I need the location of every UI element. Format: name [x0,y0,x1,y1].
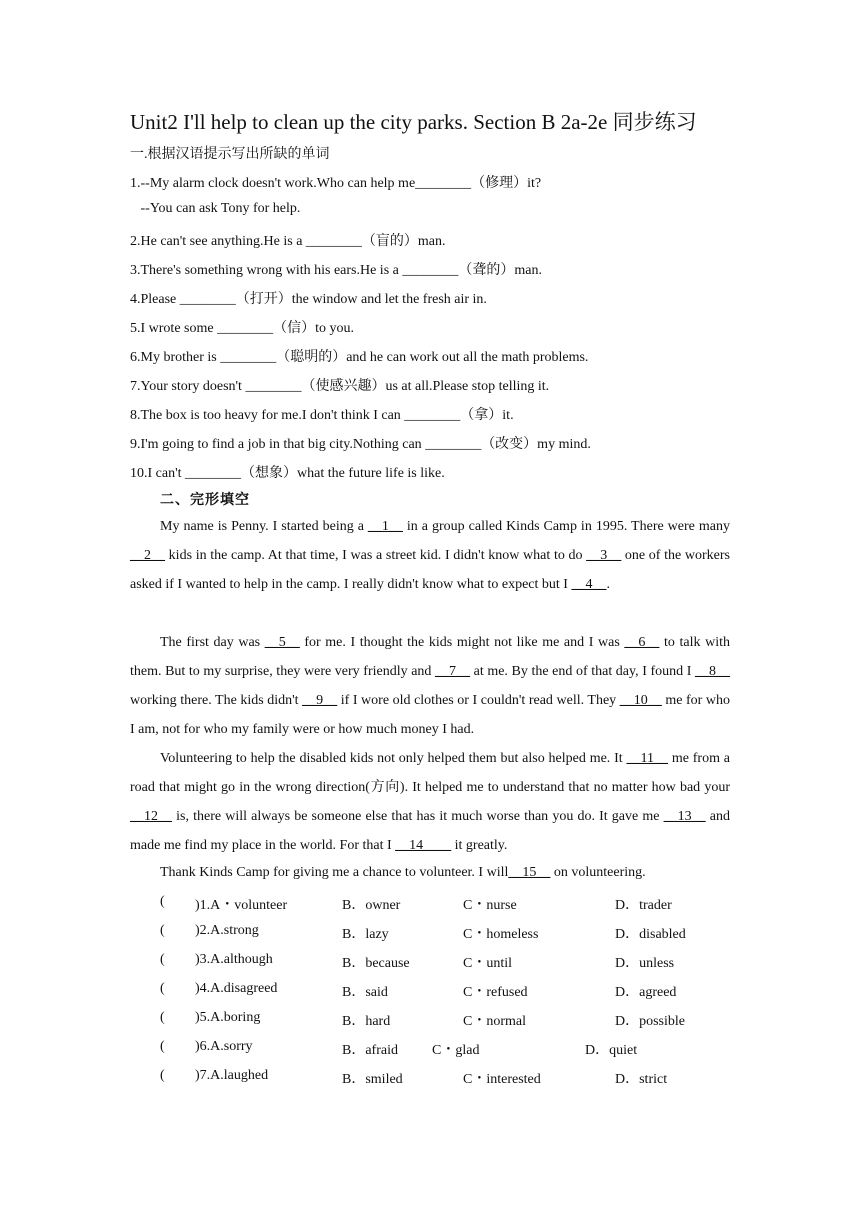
answer-blank[interactable]: ________ [404,408,461,423]
cloze-blank[interactable]: __2__ [130,548,165,563]
paragraph-text: to talk with them. But to my surprise, they were very friendly and [130,635,730,679]
item-text: 4.Please [130,292,180,307]
option-row [0,1010,860,1030]
option-c[interactable]: C・normal [463,1014,526,1029]
cloze-paragraph [130,628,730,744]
option-a[interactable]: )2.A.strong [195,923,259,938]
cloze-blank[interactable]: __9__ [302,693,338,708]
answer-paren[interactable]: ( [160,1068,165,1083]
cloze-blank[interactable]: __6__ [624,635,660,650]
answer-blank[interactable]: ________ [245,379,302,394]
option-d[interactable]: D．strict [615,1072,668,1087]
option-b[interactable]: B．said [342,985,388,1000]
item-hint: （改变）my mind. [481,437,591,452]
option-row [0,923,860,943]
section1-heading: 一.根据汉语提示写出所缺的单词 [130,147,330,162]
option-c[interactable]: C・until [463,956,513,971]
fill-in-item [130,317,354,337]
paragraph-text: The first day was [160,635,265,650]
option-row [0,894,860,914]
paragraph-text: me for who I am, not for who my family were or how much money I had. [130,693,730,737]
option-a[interactable]: )4.A.disagreed [195,981,278,996]
fill-in-item [130,375,549,395]
cloze-blank[interactable]: __15__ [508,865,551,880]
option-b[interactable]: B．because [342,956,410,971]
option-b[interactable]: B．hard [342,1014,391,1029]
item-hint: （拿）it. [460,408,514,423]
option-d[interactable]: D．unless [615,956,675,971]
cloze-paragraph [130,512,730,599]
option-row [0,981,860,1001]
item-text: 7.Your story doesn't [130,379,246,394]
answer-blank[interactable]: ________ [425,437,482,452]
option-a[interactable]: )3.A.although [195,952,273,967]
answer-paren[interactable]: ( [160,1010,165,1025]
paragraph-text: in a group called Kinds Camp in 1995. There were many [402,519,730,534]
item-hint: （盲的）man. [361,234,446,249]
paragraph-text: one of the workers asked if I wanted to help in the camp. I really didn't know what to expect but I [130,548,730,592]
fill-in-item [130,462,445,482]
item-text: 2.He can't see anything.He is a [130,234,306,249]
option-d[interactable]: D．agreed [615,985,677,1000]
item-hint: （使感兴趣）us at all.Please stop telling it. [301,379,550,394]
answer-paren[interactable]: ( [160,894,165,909]
answer-blank[interactable]: ________ [185,466,242,481]
paragraph-text: me from a road that might go in the wrong direction(方向). It helped me to understand that no matter how bad your [130,751,731,795]
paragraph-text: Volunteering to help the disabled kids not only helped them but also helped me. It [160,751,627,766]
answer-blank[interactable]: ________ [402,263,459,278]
option-b[interactable]: B．owner [342,898,401,913]
cloze-paragraph [130,858,730,887]
option-a[interactable]: )7.A.laughed [195,1068,269,1083]
item-text: 6.My brother is [130,350,221,365]
page-title: Unit2 I'll help to clean up the city parks. Section B 2a-2e 同步练习 [130,110,697,134]
fill-in-item [130,201,300,217]
fill-in-item [130,433,591,453]
option-c[interactable]: C・interested [463,1072,541,1087]
section2-heading: 二、完形填空 [160,492,250,508]
option-a[interactable]: )1.A・volunteer [195,898,288,913]
paragraph-text: for me. I thought the kids might not like me and I was [299,635,625,650]
item-text: 5.I wrote some [130,321,218,336]
cloze-blank[interactable]: __3__ [586,548,622,563]
paragraph-text: . [606,577,610,592]
paragraph-text: My name is Penny. I started being a [160,519,368,534]
option-d[interactable]: D．disabled [615,927,686,942]
paragraph-text: if I wore old clothes or I couldn't read well. They [337,693,620,708]
item-hint: （修理）it? [471,176,542,191]
answer-paren[interactable]: ( [160,952,165,967]
answer-blank[interactable]: ________ [220,350,277,365]
cloze-blank[interactable]: __13__ [663,809,706,824]
paragraph-text: and made me find my place in the world. For that I [130,809,730,853]
paragraph-text: working there. The kids didn't [130,693,303,708]
option-c[interactable]: C・refused [463,985,528,1000]
item-text: 3.There's something wrong with his ears.He is a [130,263,403,278]
item-text: 1.--My alarm clock doesn't work.Who can help me [130,176,416,191]
answer-paren[interactable]: ( [160,1039,165,1054]
item-hint: （打开）the window and let the fresh air in. [235,292,487,307]
cloze-blank[interactable]: __4__ [571,577,607,592]
option-a[interactable]: )6.A.sorry [195,1039,253,1054]
fill-in-item [130,346,588,366]
fill-in-item [130,230,446,250]
cloze-blank[interactable]: __7__ [435,664,471,679]
option-b[interactable]: B．afraid [342,1043,398,1058]
option-b[interactable]: B．smiled [342,1072,403,1087]
cloze-blank[interactable]: __10__ [619,693,662,708]
fill-in-item [130,172,541,192]
item-hint: （想象）what the future life is like. [241,466,445,481]
option-d[interactable]: D．quiet [585,1043,638,1058]
paragraph-text: it greatly. [451,838,508,853]
answer-blank[interactable]: ________ [179,292,236,307]
item-hint: （聋的）man. [458,263,542,278]
cloze-paragraph [130,744,730,860]
cloze-blank[interactable]: __1__ [367,519,403,534]
paragraph-text: at me. By the end of that day, I found I [470,664,695,679]
option-b[interactable]: B．lazy [342,927,389,942]
cloze-blank[interactable]: __11__ [626,751,668,766]
paragraph-text: on volunteering. [550,865,646,880]
answer-blank[interactable]: ________ [415,176,472,191]
option-d[interactable]: D．possible [615,1014,685,1029]
fill-in-item [130,288,487,308]
option-c[interactable]: C・nurse [463,898,517,913]
option-a[interactable]: )5.A.boring [195,1010,261,1025]
option-row [0,952,860,972]
answer-blank[interactable]: ________ [305,234,362,249]
cloze-blank[interactable]: __8__ [695,664,730,679]
fill-in-item [130,404,514,424]
cloze-blank[interactable]: __14____ [395,838,452,853]
cloze-blank[interactable]: __5__ [264,635,300,650]
option-row [0,1068,860,1088]
option-c[interactable]: C・homeless [463,927,539,942]
paragraph-text: kids in the camp. At that time, I was a street kid. I didn't know what to do [165,548,587,563]
item-text: --You can ask Tony for help. [130,201,301,216]
paragraph-text: Thank Kinds Camp for giving me a chance to volunteer. I will [160,865,509,880]
cloze-blank[interactable]: __12__ [130,809,172,824]
item-text: 10.I can't [130,466,186,481]
answer-paren[interactable]: ( [160,981,165,996]
option-c[interactable]: C・glad [432,1043,480,1058]
fill-in-item [130,259,542,279]
item-hint: （聪明的）and he can work out all the math problems. [276,350,589,365]
paragraph-text: is, there will always be someone else that has it much worse than you do. It gave me [172,809,664,824]
answer-blank[interactable]: ________ [217,321,274,336]
option-d[interactable]: D．trader [615,898,672,913]
item-hint: （信）to you. [273,321,354,336]
answer-paren[interactable]: ( [160,923,165,938]
option-row [0,1039,860,1059]
item-text: 9.I'm going to find a job in that big city.Nothing can [130,437,426,452]
item-text: 8.The box is too heavy for me.I don't think I can [130,408,405,423]
